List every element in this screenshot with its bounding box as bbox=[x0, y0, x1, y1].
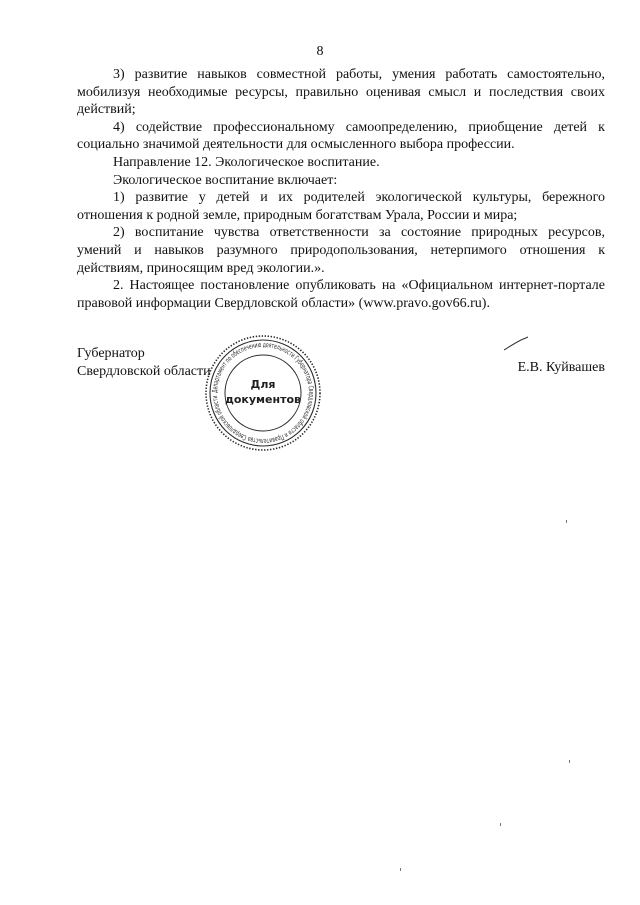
signature-name: Е.В. Куйвашев bbox=[517, 360, 605, 375]
section-heading: Направление 12. Экологическое воспитание. bbox=[113, 154, 380, 170]
scan-speck bbox=[400, 868, 401, 871]
paragraph-intro: Экологическое воспитание включает: bbox=[113, 172, 338, 188]
signature-position bbox=[77, 345, 211, 381]
scan-speck bbox=[569, 760, 570, 763]
position-title: Губернатор bbox=[77, 346, 145, 361]
scan-speck bbox=[500, 823, 501, 826]
handwritten-signature bbox=[503, 336, 529, 352]
page-number: 8 bbox=[316, 44, 324, 59]
stamp-center-line1: Для bbox=[250, 378, 276, 391]
paragraph-eco-1: 1) развитие у детей и их родителей экологической культуры, бережного отношения к родной земле, природным богатствам Урала, России и мира; bbox=[77, 190, 605, 223]
paragraph-publication: 2. Настоящее постановление опубликовать на «Официальном интернет-портале правовой информации Свердловской области» (www.pravo.gov66.ru). bbox=[77, 278, 605, 311]
stamp-ring-text: Департамент по обеспечению деятельности Губернатора Свердловской области и Правительства Свердловской области bbox=[210, 340, 316, 446]
position-region: Свердловской области bbox=[77, 364, 211, 379]
paragraph-item-3: 3) развитие навыков совместной работы, умения работать самостоятельно, мобилизуя необходимые ресурсы, правильно оценивая смысл и последствия своих действий; bbox=[77, 67, 605, 118]
paragraph-eco-2: 2) воспитание чувства ответственности за состояние природных ресурсов, умений и навыков разумного природопользования, нетерпимого отношения к действиям, приносящим вред экологии.». bbox=[77, 225, 605, 276]
official-stamp bbox=[203, 333, 323, 453]
paragraph-item-4: 4) содействие профессиональному самоопределению, приобщение детей к социально значимой деятельности для осмысленного выбора профессии. bbox=[77, 119, 605, 153]
stamp-center-line2: документов bbox=[224, 393, 302, 406]
document-body bbox=[77, 66, 605, 312]
scan-speck bbox=[566, 520, 567, 523]
